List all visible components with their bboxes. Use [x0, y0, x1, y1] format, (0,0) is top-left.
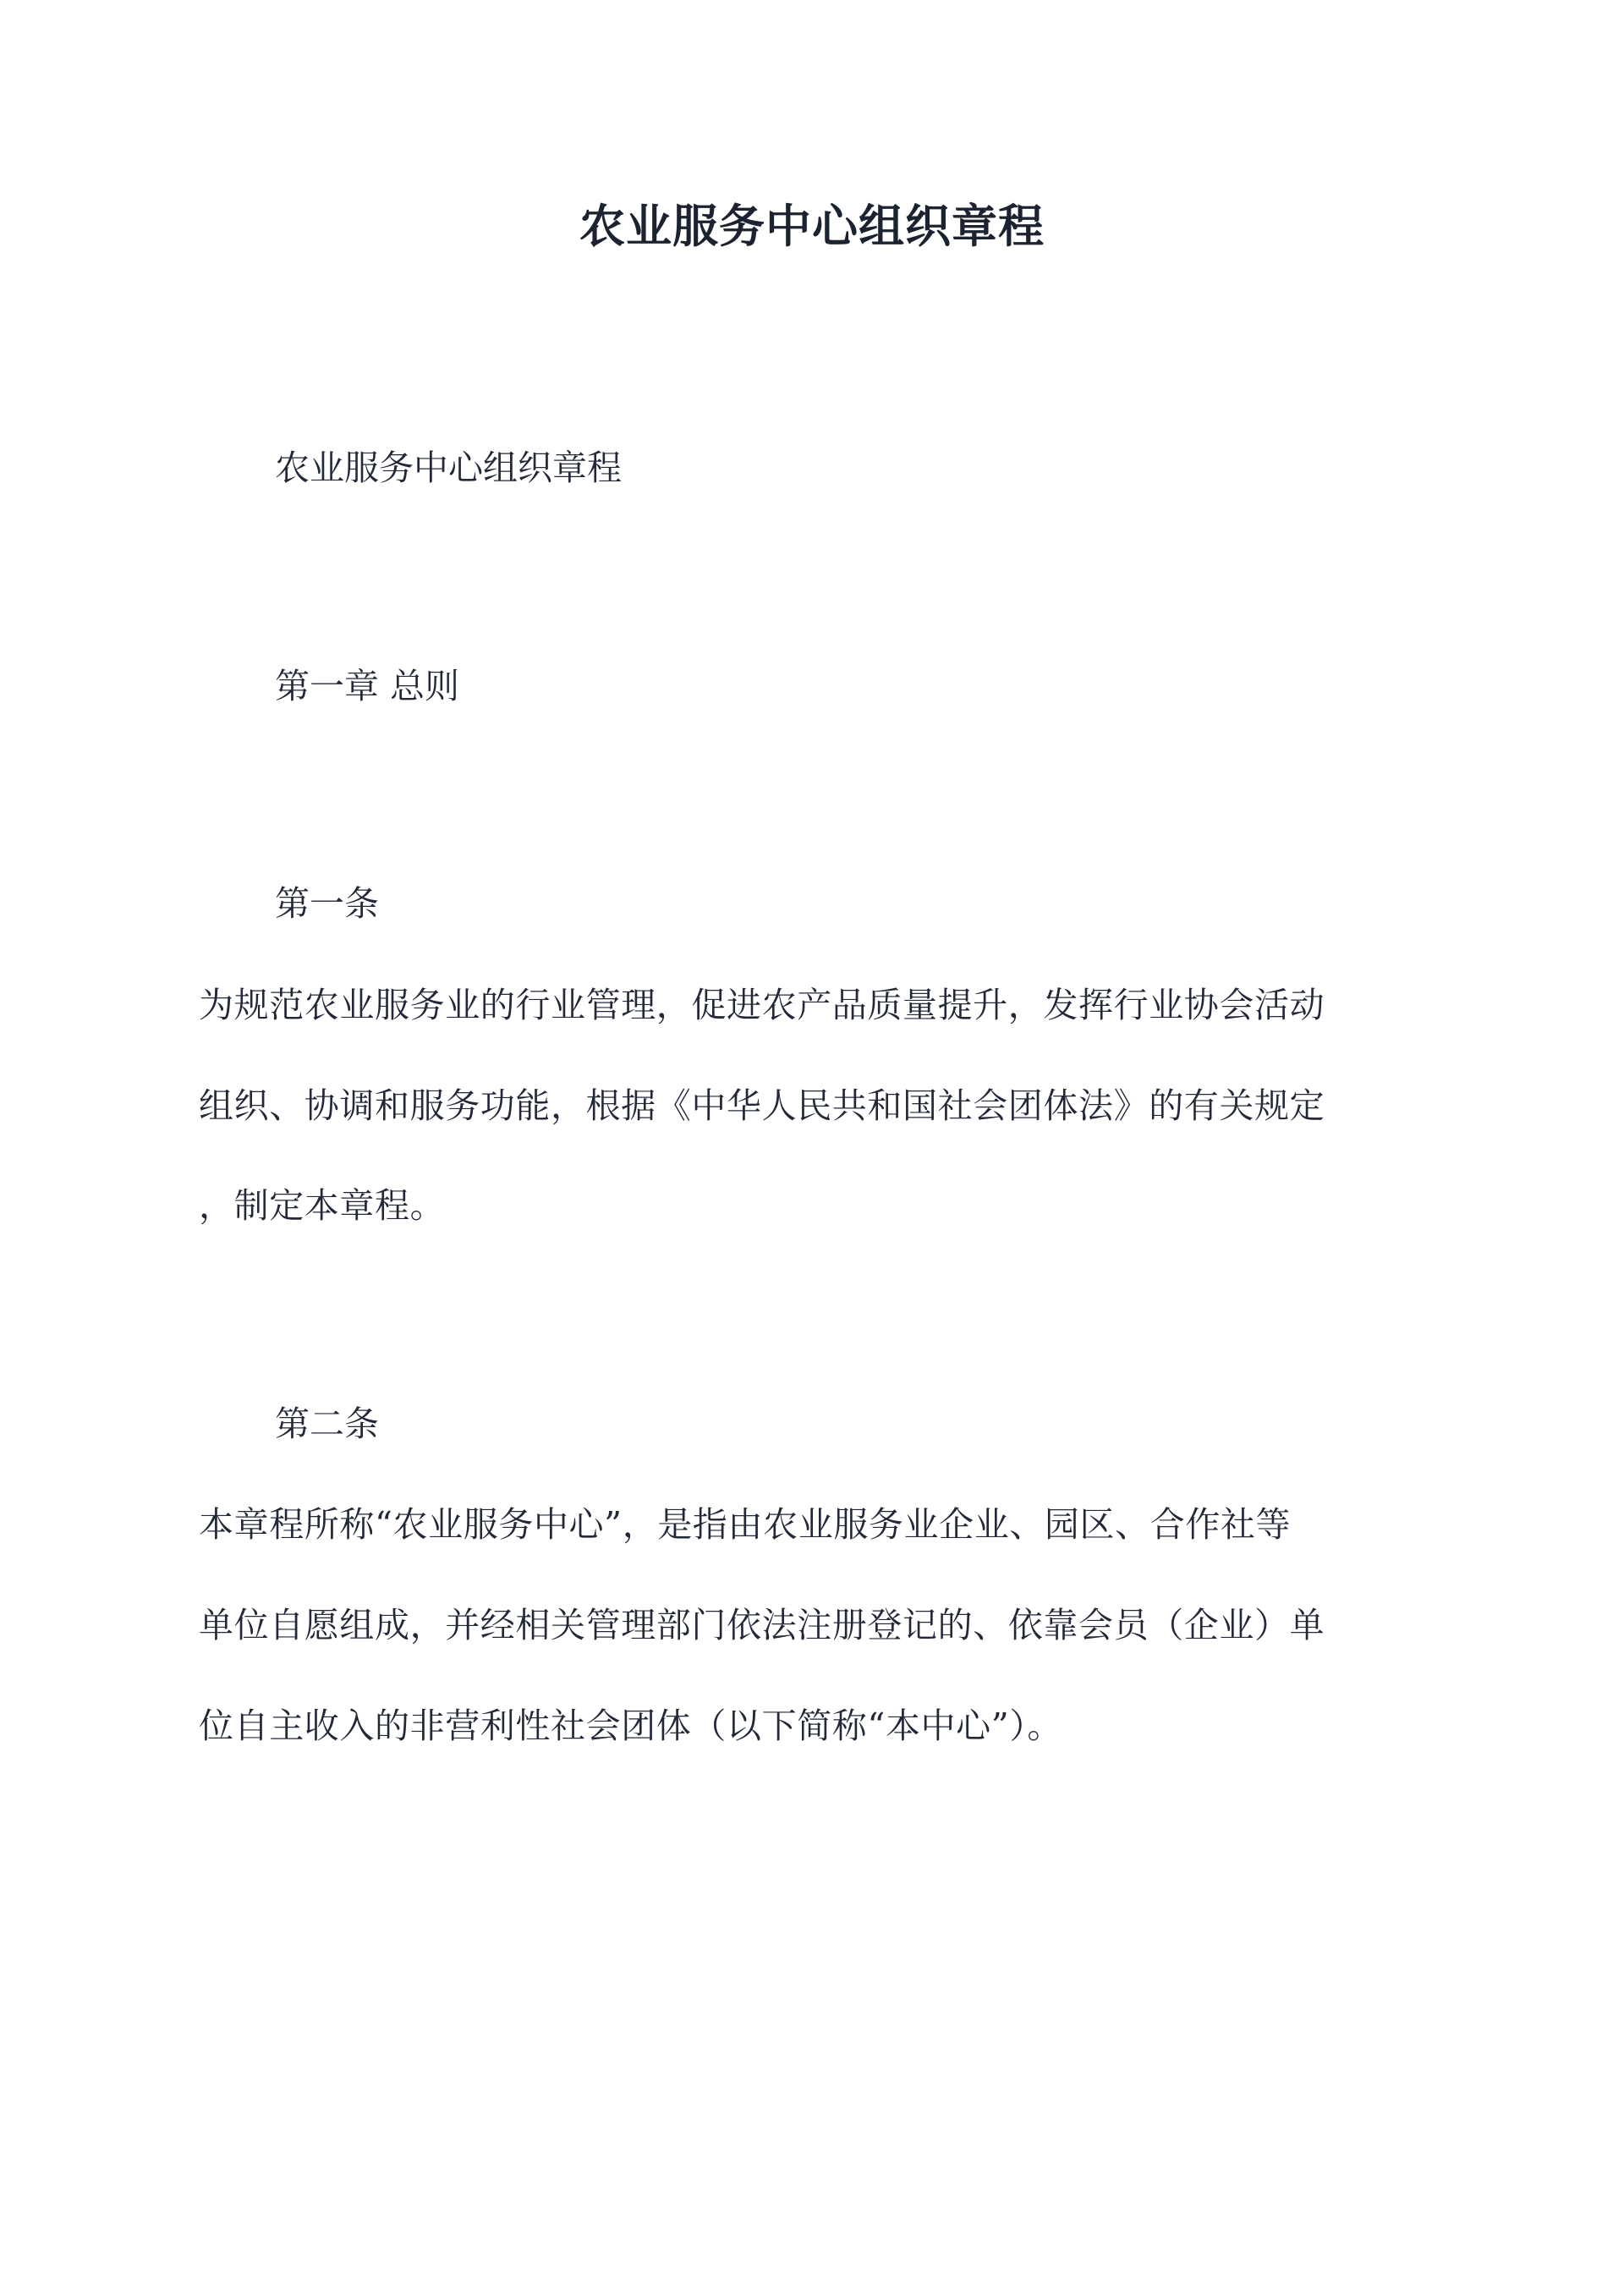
article-2-heading: 第二条 — [275, 1403, 379, 1444]
article-1-heading: 第一条 — [275, 883, 379, 924]
article-1-line: 组织、协调和服务功能，根据《中华人民共和国社会团体法》的有关规定 — [199, 1085, 1325, 1126]
article-2-line: 本章程所称“农业服务中心”，是指由农业服务业企业、园区、合作社等 — [199, 1504, 1292, 1545]
document-title: 农业服务中心组织章程 — [579, 199, 1045, 253]
chapter-heading: 第一章 总则 — [275, 666, 460, 706]
document-subtitle: 农业服务中心组织章程 — [275, 448, 622, 488]
article-1-line: 为规范农业服务业的行业管理，促进农产品质量提升，发挥行业协会活动 — [199, 985, 1325, 1025]
article-2-line: 位自主收入的非营利性社会团体（以下简称“本中心”）。 — [199, 1706, 1063, 1746]
article-2-line: 单位自愿组成，并经相关管理部门依法注册登记的、依靠会员（企业）单 — [199, 1605, 1325, 1645]
article-1-line: ，制定本章程。 — [199, 1185, 446, 1226]
